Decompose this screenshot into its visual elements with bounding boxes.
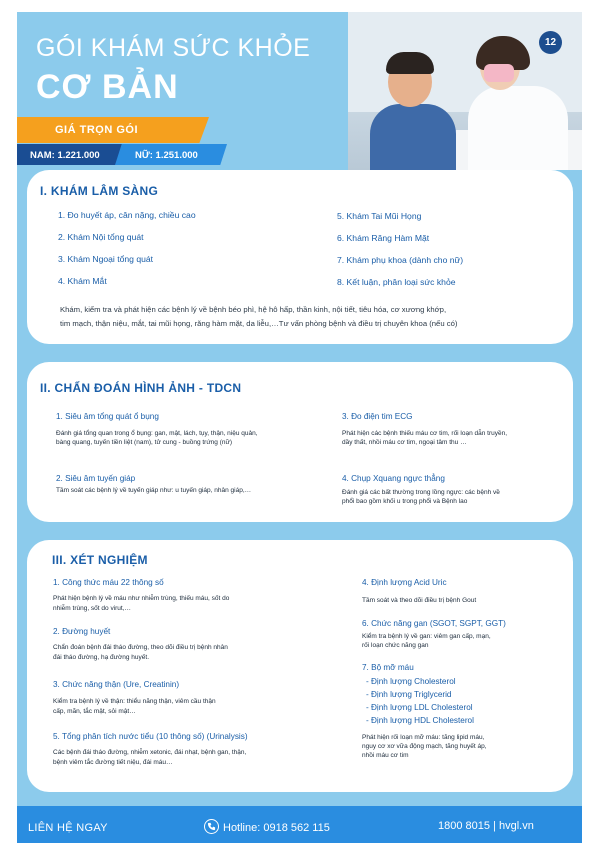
contact-cta[interactable]: LIÊN HỆ NGAY: [28, 822, 108, 834]
lipid-item: - Định lượng Triglycerid: [366, 690, 452, 699]
imaging-item-label: 4. Chụp Xquang ngực thẳng: [342, 474, 445, 483]
imaging-item-desc: Đánh giá các bất thường trong lồng ngực: các bệnh về: [342, 489, 500, 496]
photo-doctor-body: [468, 86, 568, 170]
lab-item-label: 7. Bộ mỡ máu: [362, 663, 414, 672]
imaging-item-label: 2. Siêu âm tuyến giáp: [56, 474, 136, 483]
lab-item-label: 3. Chức năng thận (Ure, Creatinin): [53, 680, 180, 689]
lipid-item: - Định lượng LDL Cholesterol: [366, 703, 473, 712]
clinical-item: 4. Khám Mắt: [58, 276, 107, 286]
section-clinical-title: I. KHÁM LÂM SÀNG: [40, 184, 159, 198]
imaging-item-desc: phổi bao gồm khối u trong phổi và Bệnh lao: [342, 498, 468, 505]
female-price: NỮ: 1.251.000: [135, 150, 198, 161]
price-label: GIÁ TRỌN GÓI: [55, 124, 138, 136]
phone-glyph: [207, 822, 216, 831]
page-title-line1: GÓI KHÁM SỨC KHỎE: [36, 34, 311, 62]
clinical-paragraph-line1: Khám, kiểm tra và phát hiện các bệnh lý về bệnh béo phì, hệ hô hấp, thần kinh, nội tiết, tiêu hóa, cơ xương khớp,: [60, 305, 447, 314]
phone-icon: [204, 819, 219, 834]
lab-item-desc: nhiễm trùng, sốt do virut,…: [53, 605, 132, 612]
lab-item-desc: đái tháo đường, hạ đường huyết.: [53, 654, 150, 661]
imaging-item-desc: Tầm soát các bệnh lý về tuyến giáp như: u tuyến giáp, nhân giáp,…: [56, 487, 252, 494]
imaging-item-label: 1. Siêu âm tổng quát ổ bụng: [56, 412, 159, 421]
lab-item-desc: Tầm soát và theo dõi điều trị bệnh Gout: [362, 597, 477, 604]
photo-boy-body: [370, 104, 456, 170]
male-price: NAM: 1.221.000: [30, 150, 100, 161]
clinical-item: 3. Khám Ngoại tổng quát: [58, 254, 154, 264]
clinical-item: 5. Khám Tai Mũi Họng: [337, 211, 422, 221]
page-title-line2: CƠ BẢN: [36, 68, 179, 106]
lipid-desc: nguy cơ xơ vữa động mạch, tăng huyết áp,: [362, 743, 487, 750]
imaging-item-label: 3. Đo điện tim ECG: [342, 412, 413, 421]
lab-item-label: 4. Định lượng Acid Uric: [362, 578, 447, 587]
imaging-item-desc: Phát hiện các bệnh thiếu máu cơ tim, rối loạn dẫn truyền,: [342, 430, 508, 437]
lab-item-label: 6. Chức năng gan (SGOT, SGPT, GGT): [362, 619, 506, 628]
photo-boy-hair: [386, 52, 434, 74]
clinical-item: 7. Khám phụ khoa (dành cho nữ): [337, 255, 464, 265]
clinical-item: 6. Khám Răng Hàm Mặt: [337, 233, 430, 243]
clinical-item: 1. Đo huyết áp, cân nặng, chiều cao: [58, 210, 196, 220]
hotline[interactable]: Hotline: 0918 562 115: [223, 822, 330, 834]
photo-doctor-mask: [484, 64, 514, 82]
lab-item-desc: Kiểm tra bệnh lý về thận: thiểu năng thận, viêm cầu thận: [53, 698, 216, 705]
lab-item-desc: rối loạn chức năng gan: [362, 642, 429, 649]
phone-and-website[interactable]: 1800 8015 | hvgl.vn: [438, 820, 534, 832]
lipid-item: - Định lượng HDL Cholesterol: [366, 716, 474, 725]
lipid-desc: Phát hiện rối loạn mỡ máu: tăng lipid máu,: [362, 734, 485, 741]
lab-item-desc: bệnh viêm tắc đường tiết niệu, đái máu…: [53, 759, 173, 766]
imaging-item-desc: dầy thất, nhồi máu cơ tim, ngoại tâm thu …: [342, 439, 467, 446]
imaging-item-desc: Đánh giá tổng quan trong ổ bụng: gan, mật, lách, tụy, thận, niệu quản,: [56, 430, 258, 437]
clinical-item: 2. Khám Nội tổng quát: [58, 232, 144, 242]
lipid-item: - Định lượng Cholesterol: [366, 677, 456, 686]
lab-item-label: 5. Tổng phân tích nước tiểu (10 thông số) (Urinalysis): [53, 732, 248, 741]
lipid-desc: nhồi máu cơ tim: [362, 752, 409, 759]
clinical-paragraph-line2: tim mạch, thận niệu, mắt, tai mũi họng, răng hàm mặt, da liễu,…Tư vấn phòng bệnh và điều trị chuyên khoa (nếu có): [60, 319, 458, 328]
lab-item-desc: Chẩn đoán bệnh đái tháo đường, theo dõi điều trị bệnh nhân: [53, 644, 228, 651]
clinical-item: 8. Kết luận, phân loại sức khỏe: [337, 277, 456, 287]
section-imaging-title: II. CHẨN ĐOÁN HÌNH ẢNH - TDCN: [40, 381, 242, 395]
page-number-badge: 12: [539, 31, 562, 54]
lab-item-label: 1. Công thức máu 22 thông số: [53, 578, 164, 587]
lab-item-desc: cấp, mãn, tắc mật, sỏi mật…: [53, 708, 136, 715]
section-lab-title: III. XÉT NGHIỆM: [52, 553, 148, 567]
lab-item-desc: Các bệnh đái tháo đường, nhiễm xetonic, đái nhạt, bệnh gan, thận,: [53, 749, 247, 756]
lab-item-desc: Phát hiện bệnh lý về máu như nhiễm trùng, thiếu máu, sốt do: [53, 595, 230, 602]
lab-item-desc: Kiểm tra bệnh lý về gan: viêm gan cấp, mạn,: [362, 633, 491, 640]
imaging-item-desc: bàng quang, tuyến tiền liệt (nam), tử cung - buồng trứng (nữ): [56, 439, 233, 446]
lab-item-label: 2. Đường huyết: [53, 627, 111, 636]
